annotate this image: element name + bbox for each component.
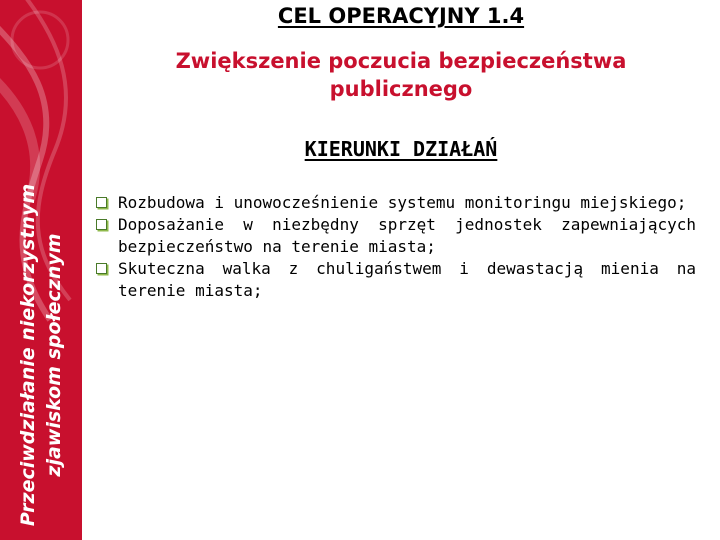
- sidebar-panel: [0, 0, 82, 540]
- list-item: [96, 258, 696, 302]
- list-item: [96, 192, 696, 214]
- checkbox-square-icon: [96, 219, 107, 230]
- page-subtitle-line2: publicznego: [329, 77, 473, 101]
- directions-list: [96, 192, 696, 302]
- page-subtitle: [82, 47, 720, 103]
- page-title: CEL OPERACYJNY 1.4: [277, 4, 525, 28]
- list-item-text: Skuteczna walka z chuligaństwem i dewastacją mienia na terenie miasta;: [118, 259, 696, 300]
- checkbox-square-icon: [96, 197, 107, 208]
- page-subtitle-line1: Zwiększenie poczucia bezpieczeństwa: [175, 49, 627, 73]
- sidebar-label-line2: zjawiskom społecznym: [43, 233, 65, 477]
- list-item-text: Rozbudowa i unowocześnienie systemu monitoringu miejskiego;: [118, 193, 687, 212]
- section-heading: KIERUNKI DZIAŁAŃ: [304, 137, 498, 161]
- sidebar-label-line1: Przeciwdziałanie niekorzystnym: [17, 183, 39, 527]
- list-item: [96, 214, 696, 258]
- list-item-text: Doposażanie w niezbędny sprzęt jednostek zapewniających bezpieczeństwo na terenie miasta;: [118, 215, 696, 256]
- checkbox-square-icon: [96, 263, 107, 274]
- sidebar-label: [15, 165, 67, 540]
